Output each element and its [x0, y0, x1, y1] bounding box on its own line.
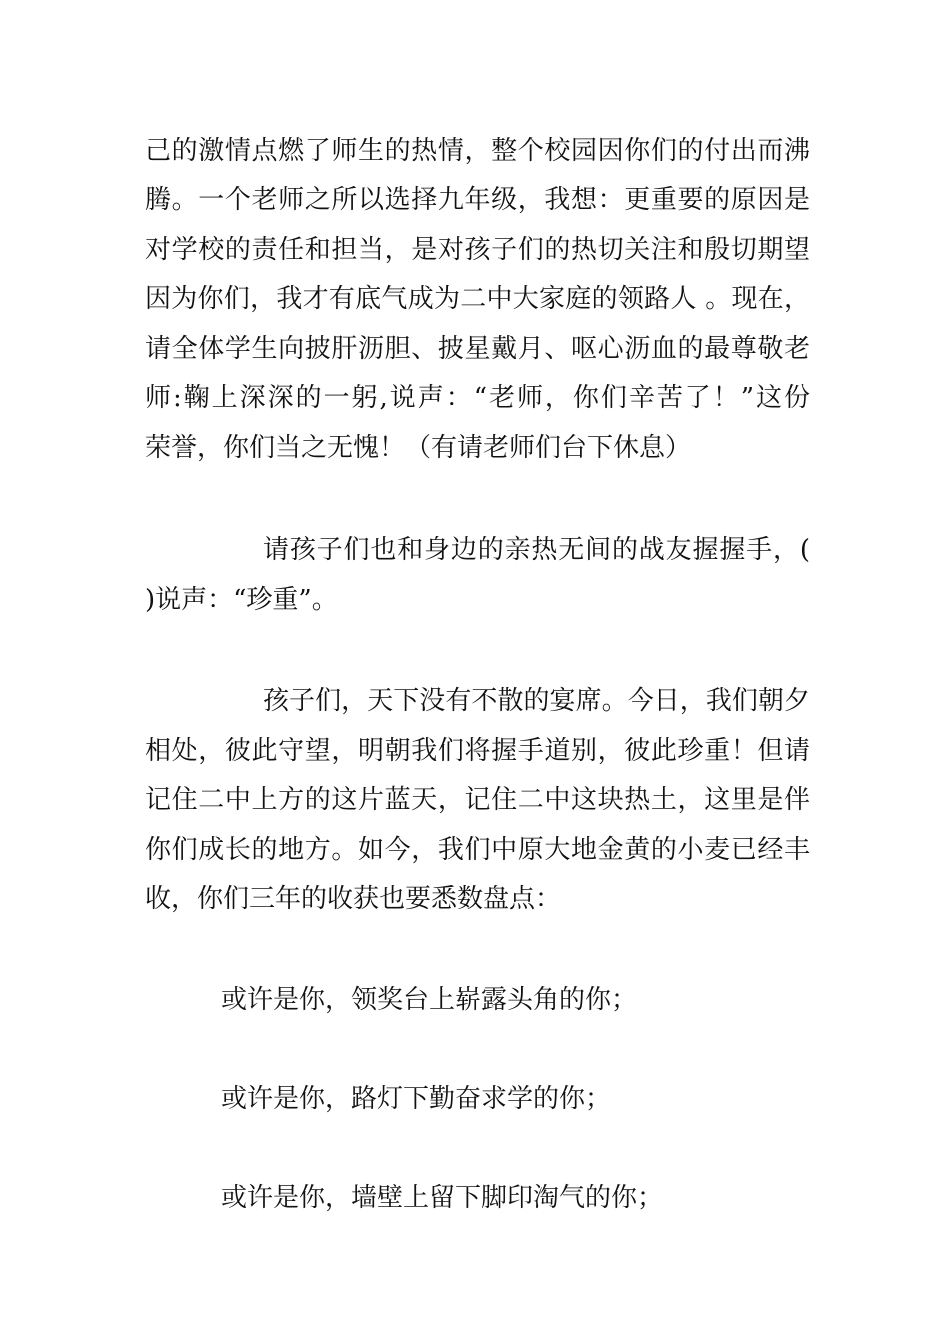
- paragraph1-line-1: 己的激情点燃了师生的热情，整个校园因你们的付出而沸: [145, 136, 810, 166]
- paragraph2-line-1: 请孩子们也和身边的亲热无间的战友握握手，(: [263, 535, 810, 565]
- paragraph1-line-3: 对学校的责任和担当，是对孩子们的热切关注和殷切期望: [145, 235, 810, 265]
- list-item-1: 或许是你，领奖台上崭露头角的你；: [221, 985, 638, 1015]
- paragraph3-line-4: 你们成长的地方。如今，我们中原大地金黄的小麦已经丰: [145, 835, 810, 865]
- list-item-2: 或许是你，路灯下勤奋求学的你；: [221, 1084, 612, 1114]
- paragraph1-line-6: 师:鞠上深深的一躬,说声：“老师，你们辛苦了！”这份: [145, 383, 810, 413]
- paragraph1-line-2: 腾。一个老师之所以选择九年级，我想：更重要的原因是: [145, 185, 810, 215]
- list-item-3: 或许是你，墙壁上留下脚印淘气的你；: [221, 1183, 664, 1213]
- paragraph3-line-5: 收，你们三年的收获也要悉数盘点：: [145, 884, 562, 914]
- paragraph3-line-1: 孩子们，天下没有不散的宴席。今日，我们朝夕: [263, 686, 810, 716]
- paragraph1-line-7: 荣誉，你们当之无愧！（有请老师们台下休息）: [145, 433, 692, 463]
- paragraph1-line-4: 因为你们，我才有底气成为二中大家庭的领路人 。现在，: [145, 284, 810, 314]
- paragraph3-line-2: 相处，彼此守望，明朝我们将握手道别，彼此珍重！但请: [145, 736, 810, 766]
- paragraph1-line-5: 请全体学生向披肝沥胆、披星戴月、呕心沥血的最尊敬老: [145, 334, 810, 364]
- paragraph2-line-2: )说声：“珍重”。: [145, 585, 338, 615]
- paragraph3-line-3: 记住二中上方的这片蓝天，记住二中这块热土，这里是伴: [145, 785, 810, 815]
